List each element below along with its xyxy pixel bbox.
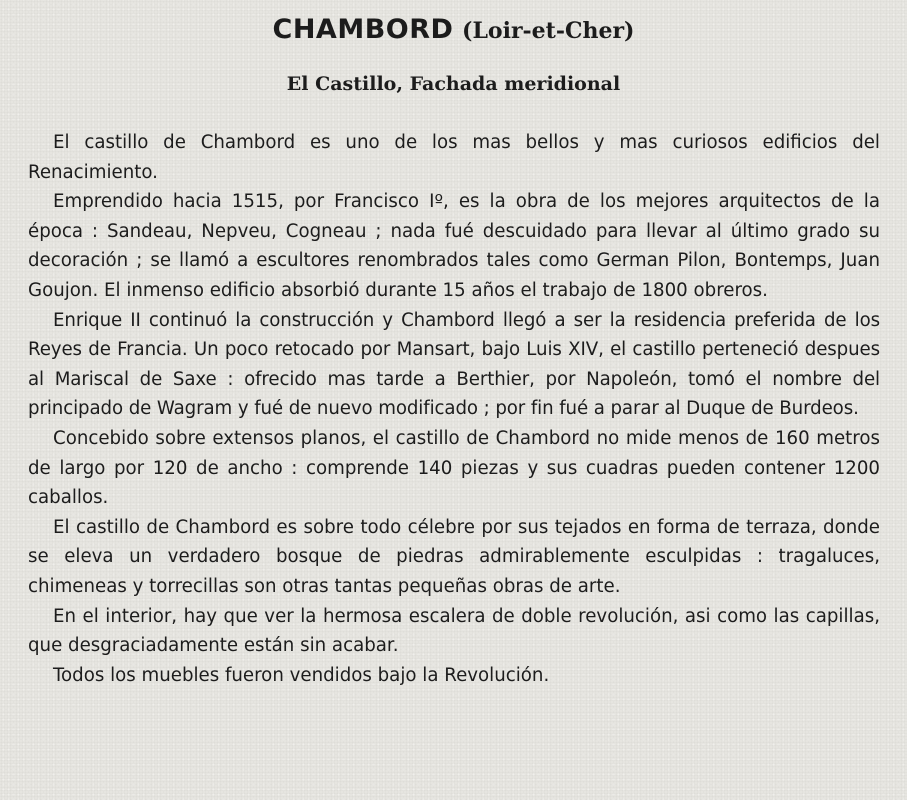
- paragraph-3: Enrique II continuó la construcción y Chambord llegó a ser la residencia preferida de los Reyes de Francia. Un poco retocado por Mansart, bajo Luis XIV, el castillo perteneció despues al Mariscal de Saxe : ofrecido mas tarde a Berthier, por Napoleón, tomó el nombre del principado de Wagram y fué de nuevo modificado ; por fin fué a parar al Duque de Burdeos.: [28, 309, 880, 420]
- paragraph-2: Emprendido hacia 1515, por Francisco Iº, es la obra de los mejores arquitectos de la época : Sandeau, Nepveu, Cogneau ; nada fué descuidado para llevar al último grado su decoración ; se llamó a escultores renombrados tales como German Pilon, Bontemps, Juan Goujon. El inmenso edificio absorbió durante 15 años el trabajo de 1800 obreros.: [28, 191, 880, 301]
- body-text: [28, 128, 880, 690]
- paragraph-1: El castillo de Chambord es uno de los mas bellos y mas curiosos edificios del Renacimiento.: [28, 132, 880, 183]
- title-main: CHAMBORD: [272, 14, 454, 45]
- page-title: [0, 12, 907, 49]
- page-subtitle: El Castillo, Fachada meridional: [286, 73, 621, 95]
- paragraph-5: El castillo de Chambord es sobre todo célebre por sus tejados en forma de terraza, donde se eleva un verdadero bosque de piedras admirablemente esculpidas : tragaluces, chimeneas y torrecillas son otras tantas pequeñas obras de arte.: [28, 516, 880, 597]
- title-region: (Loir-et-Cher): [462, 18, 635, 44]
- paragraph-7: Todos los muebles fueron vendidos bajo la Revolución.: [53, 664, 550, 686]
- paragraph-4: Concebido sobre extensos planos, el castillo de Chambord no mide menos de 160 metros de largo por 120 de ancho : comprende 140 piezas y sus cuadras pueden contener 1200 caballos.: [28, 427, 880, 509]
- paragraph-6: En el interior, hay que ver la hermosa escalera de doble revolución, asi como las capillas, que desgraciadamente están sin acabar.: [28, 605, 880, 657]
